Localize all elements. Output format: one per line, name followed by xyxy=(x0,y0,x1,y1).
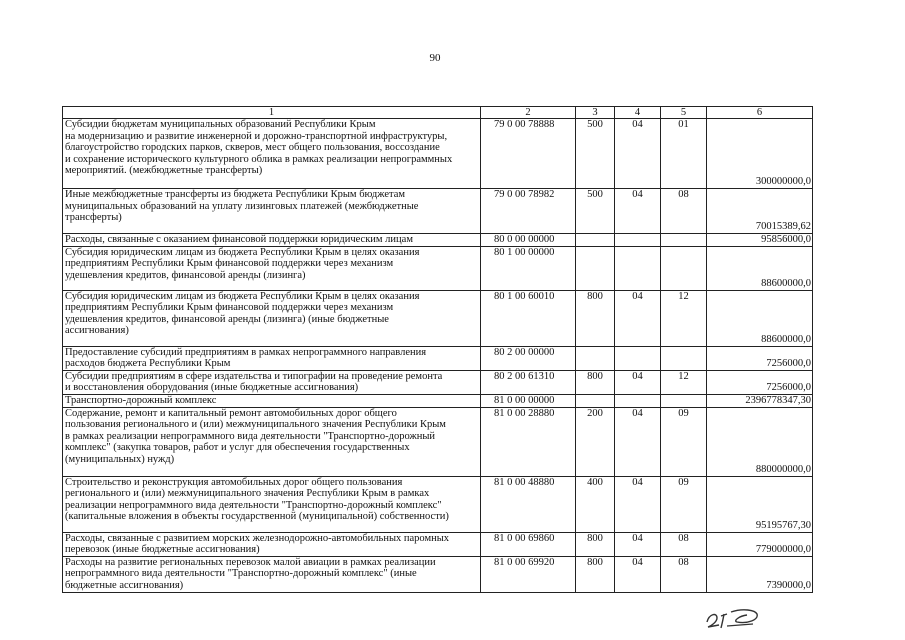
row-code: 79 0 00 78888 xyxy=(481,119,576,189)
row-section: 04 xyxy=(615,189,661,234)
row-code: 80 2 00 61310 xyxy=(481,370,576,394)
row-amount: 95195767,30 xyxy=(707,476,813,532)
row-expense-type: 800 xyxy=(576,370,615,394)
row-description: Иные межбюджетные трансферты из бюджета Республики Крым бюджетам муниципальных образований на уплату лизинговых платежей (межбюджетные трансферты) xyxy=(63,189,481,234)
row-code: 80 1 00 60010 xyxy=(481,290,576,346)
table-row xyxy=(63,532,813,556)
row-subsection: 08 xyxy=(661,532,707,556)
row-expense-type: 500 xyxy=(576,119,615,189)
row-subsection xyxy=(661,246,707,290)
table-row xyxy=(63,476,813,532)
row-amount: 95856000,0 xyxy=(707,234,813,247)
row-subsection: 09 xyxy=(661,407,707,476)
row-expense-type xyxy=(576,234,615,247)
table-row xyxy=(63,246,813,290)
row-code: 81 0 00 69860 xyxy=(481,532,576,556)
row-description: Транспортно-дорожный комплекс xyxy=(63,394,481,407)
table-row xyxy=(63,189,813,234)
row-amount: 300000000,0 xyxy=(707,119,813,189)
row-amount: 7256000,0 xyxy=(707,346,813,370)
header-cell: 3 xyxy=(576,107,615,119)
row-amount: 70015389,62 xyxy=(707,189,813,234)
row-amount: 7256000,0 xyxy=(707,370,813,394)
row-section: 04 xyxy=(615,476,661,532)
row-expense-type: 500 xyxy=(576,189,615,234)
row-code: 81 0 00 69920 xyxy=(481,556,576,592)
row-code: 81 0 00 48880 xyxy=(481,476,576,532)
row-description: Расходы на развитие региональных перевозок малой авиации в рамках реализации непрограммного вида деятельности "Транспортно-дорожный комплекс" (иные бюджетные ассигнования) xyxy=(63,556,481,592)
row-section xyxy=(615,394,661,407)
header-cell: 4 xyxy=(615,107,661,119)
header-cell: 1 xyxy=(63,107,481,119)
row-subsection: 01 xyxy=(661,119,707,189)
row-code: 80 1 00 00000 xyxy=(481,246,576,290)
row-section: 04 xyxy=(615,532,661,556)
row-section: 04 xyxy=(615,290,661,346)
row-expense-type xyxy=(576,394,615,407)
row-code: 81 0 00 00000 xyxy=(481,394,576,407)
row-code: 81 0 00 28880 xyxy=(481,407,576,476)
page-number: 90 xyxy=(429,52,441,64)
header-cell: 5 xyxy=(661,107,707,119)
table-row xyxy=(63,290,813,346)
row-amount: 7390000,0 xyxy=(707,556,813,592)
row-description: Строительство и реконструкция автомобильных дорог общего пользования регионального и (или) межмуниципального значения Республики Крым в рамках реализации непрограммного вида деятельности "Транспортно-дорожный комплекс" (капитальные вложения в объекты государственной (муниципальной) собственности) xyxy=(63,476,481,532)
row-amount: 88600000,0 xyxy=(707,246,813,290)
row-code: 80 2 00 00000 xyxy=(481,346,576,370)
table-row xyxy=(63,407,813,476)
row-description: Расходы, связанные с развитием морских железнодорожно-автомобильных паромных перевозок (иные бюджетные ассигнования) xyxy=(63,532,481,556)
row-subsection: 08 xyxy=(661,556,707,592)
table-row xyxy=(63,119,813,189)
row-subsection: 08 xyxy=(661,189,707,234)
row-section xyxy=(615,346,661,370)
table-row xyxy=(63,394,813,407)
row-amount: 2396778347,30 xyxy=(707,394,813,407)
row-expense-type: 200 xyxy=(576,407,615,476)
row-section: 04 xyxy=(615,119,661,189)
row-expense-type: 800 xyxy=(576,290,615,346)
row-subsection: 12 xyxy=(661,290,707,346)
row-section: 04 xyxy=(615,556,661,592)
row-subsection xyxy=(661,234,707,247)
row-subsection xyxy=(661,394,707,407)
table-row xyxy=(63,556,813,592)
header-cell: 2 xyxy=(481,107,576,119)
row-section: 04 xyxy=(615,370,661,394)
row-code: 80 0 00 00000 xyxy=(481,234,576,247)
row-amount: 88600000,0 xyxy=(707,290,813,346)
row-section: 04 xyxy=(615,407,661,476)
row-amount: 779000000,0 xyxy=(707,532,813,556)
budget-table xyxy=(62,106,813,593)
row-description: Расходы, связанные с оказанием финансовой поддержки юридическим лицам xyxy=(63,234,481,247)
table-header-row xyxy=(63,107,813,119)
table-row xyxy=(63,346,813,370)
row-description: Субсидия юридическим лицам из бюджета Республики Крым в целях оказания предприятиям Республики Крым финансовой поддержки через механизм удешевления кредитов, финансовой аренды (лизинга) (иные бюджетные ассигнования) xyxy=(63,290,481,346)
row-section xyxy=(615,246,661,290)
row-description: Субсидия юридическим лицам из бюджета Республики Крым в целях оказания предприятиям Республики Крым финансовой поддержки через механизм удешевления кредитов, финансовой аренды (лизинга) xyxy=(63,246,481,290)
row-description: Содержание, ремонт и капитальный ремонт автомобильных дорог общего пользования регионального и (или) межмуниципального значения Республики Крым в рамках реализации непрограммного вида деятельности "Транспортно-дорожный комплекс" (закупка товаров, работ и услуг для обеспечения государственных (муниципальных) нужд) xyxy=(63,407,481,476)
row-description: Субсидии предприятиям в сфере издательства и типографии на проведение ремонта и восстановления оборудования (иные бюджетные ассигнования) xyxy=(63,370,481,394)
row-expense-type xyxy=(576,346,615,370)
row-amount: 880000000,0 xyxy=(707,407,813,476)
row-section xyxy=(615,234,661,247)
row-expense-type: 400 xyxy=(576,476,615,532)
row-description: Предоставление субсидий предприятиям в рамках непрограммного направления расходов бюджета Республики Крым xyxy=(63,346,481,370)
header-cell: 6 xyxy=(707,107,813,119)
row-code: 79 0 00 78982 xyxy=(481,189,576,234)
row-expense-type xyxy=(576,246,615,290)
row-description: Субсидии бюджетам муниципальных образований Республики Крым на модернизацию и развитие инженерной и дорожно-транспортной инфраструктуры, благоустройство городских парков, скверов, мест общего пользования, воссоздание и сохранение исторического культурного облика в рамках реализации непрограммных мероприятий. (межбюджетные трансферты) xyxy=(63,119,481,189)
row-subsection: 12 xyxy=(661,370,707,394)
table-row xyxy=(63,234,813,247)
table-row xyxy=(63,370,813,394)
handwritten-page-mark xyxy=(703,602,773,630)
row-expense-type: 800 xyxy=(576,556,615,592)
row-subsection xyxy=(661,346,707,370)
row-subsection: 09 xyxy=(661,476,707,532)
row-expense-type: 800 xyxy=(576,532,615,556)
